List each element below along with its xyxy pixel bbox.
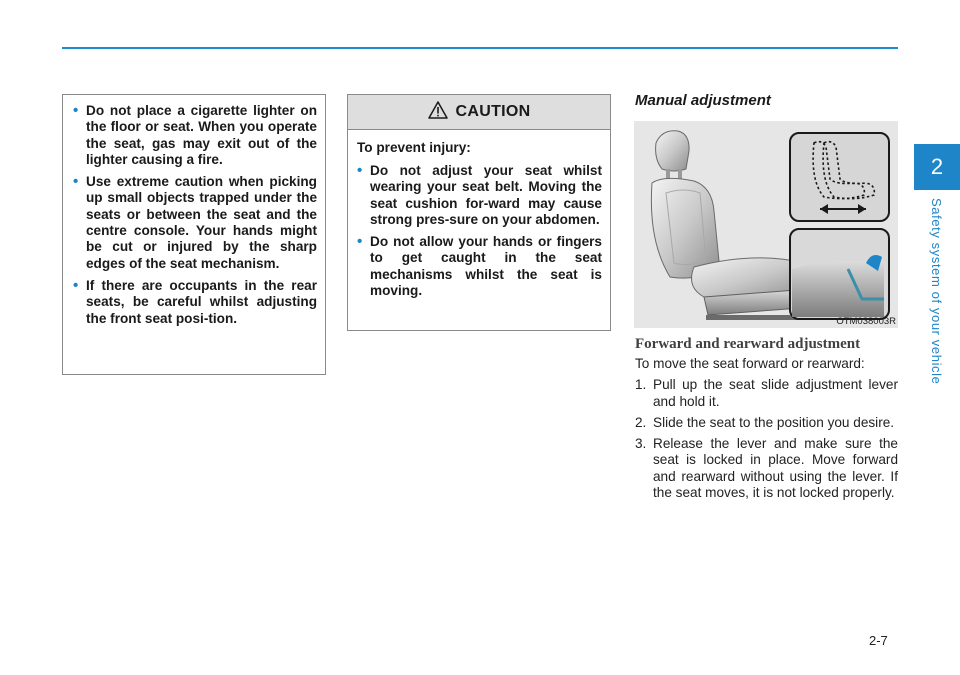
steps-list bbox=[635, 377, 898, 501]
warning-item: • Do not place a cigarette lighter on the floor or seat. When you operate the seat, gas may exit out of the lighter causing a fire. bbox=[73, 103, 317, 168]
step-number: 3. bbox=[635, 436, 647, 452]
step-item bbox=[635, 415, 898, 431]
header-rule bbox=[62, 47, 898, 49]
step-item bbox=[635, 436, 898, 501]
caution-title: CAUTION bbox=[455, 103, 531, 120]
seat-illustration bbox=[634, 121, 898, 328]
step-number: 1. bbox=[635, 377, 647, 393]
caution-item: • Do not allow your hands or fingers to get caught in the seat mechanisms whilst the seat is moving. bbox=[357, 234, 602, 299]
warning-list bbox=[73, 103, 317, 327]
step-text: Release the lever and make sure the seat is locked in place. Move forward and rearward without using the lever. If the seat moves, it is not locked properly. bbox=[653, 436, 898, 501]
caution-item: • Do not adjust your seat whilst wearing your seat belt. Moving the seat cushion for-ward may cause strong pres-sure on your abdomen. bbox=[357, 163, 602, 228]
figure-code: OTM038003R bbox=[836, 316, 896, 327]
warning-item: • Use extreme caution when picking up small objects trapped under the seats or between the seat and the centre console. Your hands might be cut or injured by the sharp edges of the seat mechanism. bbox=[73, 174, 317, 272]
page-number: 2-7 bbox=[869, 633, 888, 648]
caution-list bbox=[357, 163, 602, 299]
section-heading: Manual adjustment bbox=[635, 92, 771, 109]
caution-body bbox=[348, 130, 610, 299]
step-item bbox=[635, 377, 898, 410]
instructions bbox=[635, 356, 898, 506]
chapter-title: Safety system of your vehicle bbox=[929, 198, 944, 385]
caution-box bbox=[347, 94, 611, 331]
warning-item: • If there are occupants in the rear seats, be careful whilst adjusting the front seat posi-tion. bbox=[73, 278, 317, 327]
warning-box bbox=[62, 94, 326, 375]
chapter-number: 2 bbox=[930, 154, 944, 179]
caution-header bbox=[348, 95, 610, 130]
chapter-tab bbox=[914, 144, 960, 190]
step-number: 2. bbox=[635, 414, 647, 430]
step-text: Slide the seat to the position you desire. bbox=[653, 414, 895, 430]
seat-drawing bbox=[634, 121, 898, 328]
instructions-intro: To move the seat forward or rearward: bbox=[635, 356, 865, 371]
subsection-heading: Forward and rearward adjustment bbox=[635, 336, 861, 352]
caution-intro: To prevent injury: bbox=[357, 140, 471, 155]
step-text: Pull up the seat slide adjustment lever and hold it. bbox=[653, 377, 898, 409]
warning-triangle-icon bbox=[428, 101, 448, 124]
